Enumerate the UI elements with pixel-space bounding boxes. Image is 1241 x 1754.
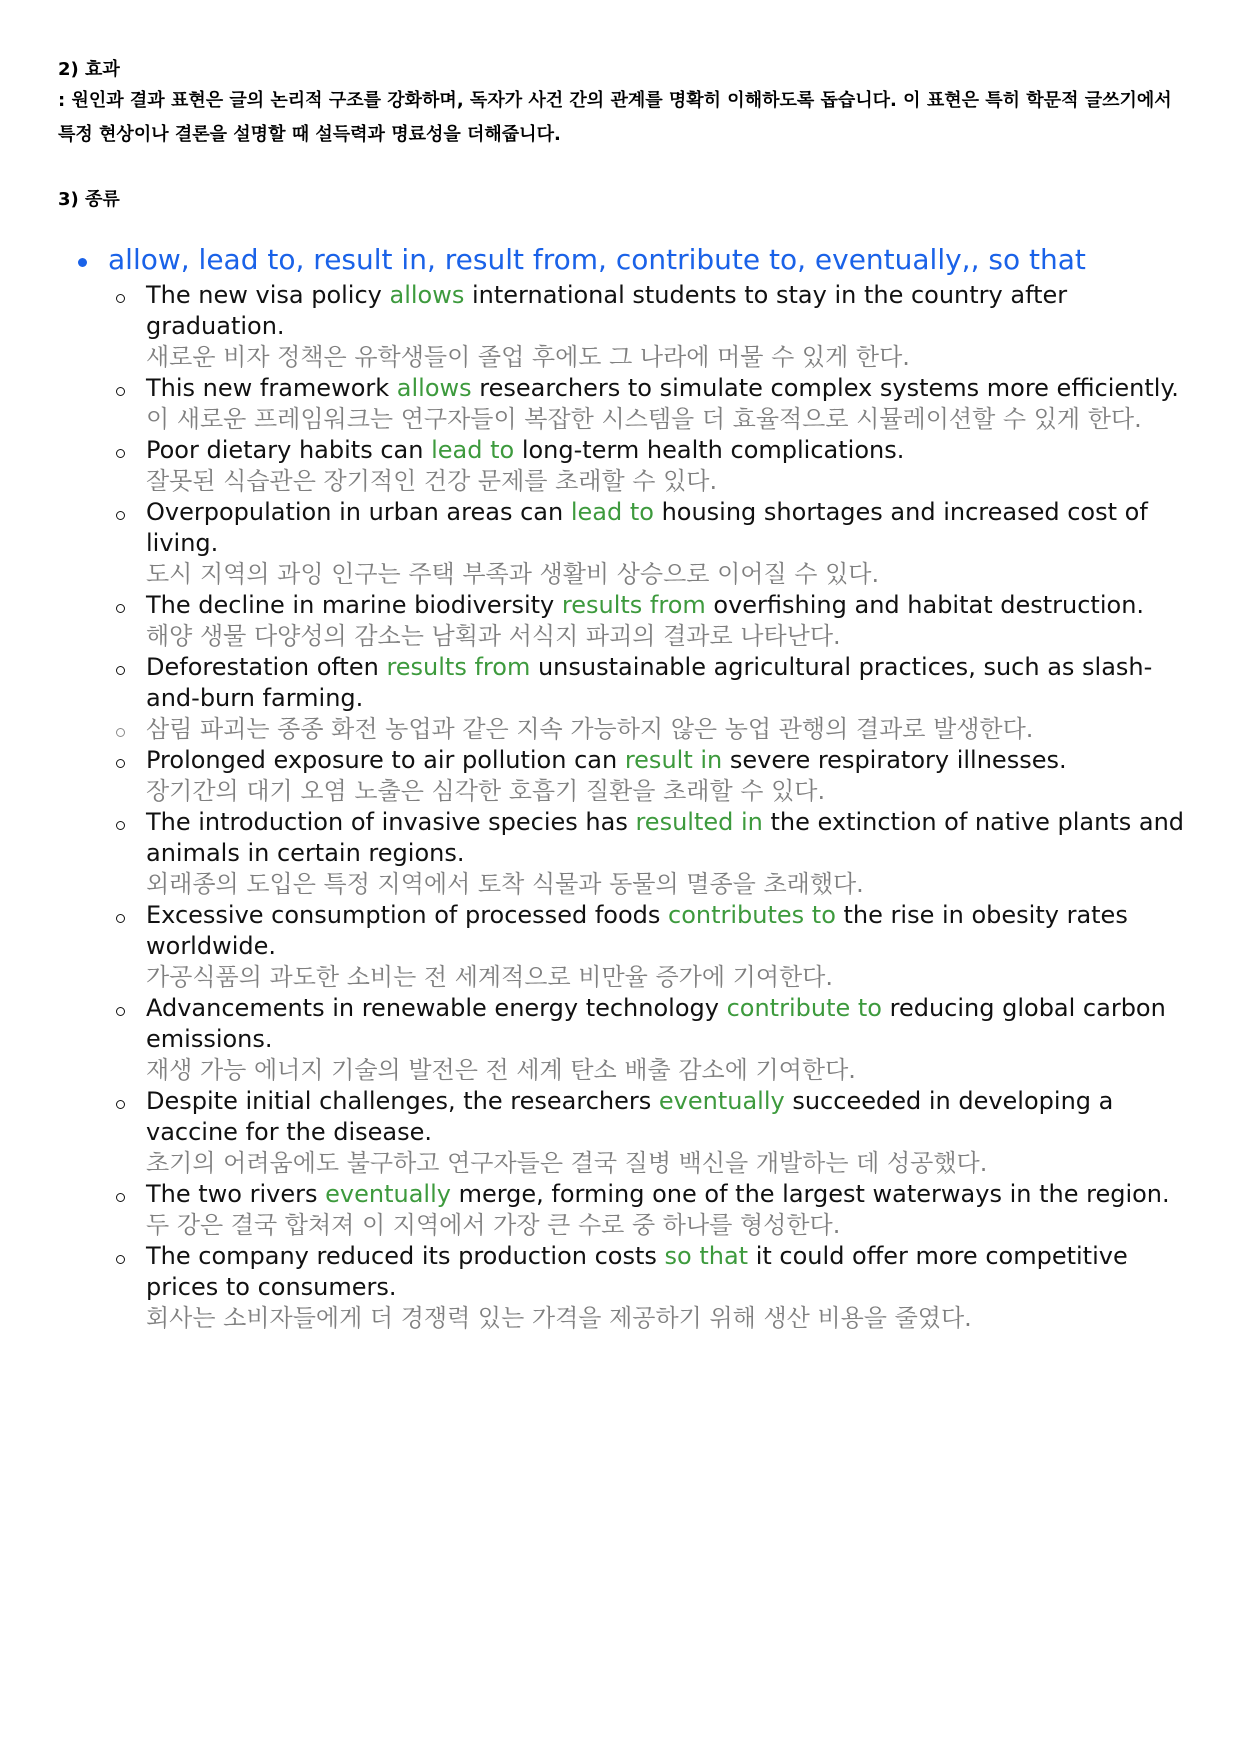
bullet-circle-icon — [116, 387, 125, 396]
example-item — [58, 280, 1188, 373]
bullet-circle-icon — [116, 1100, 125, 1109]
korean-translation: 새로운 비자 정책은 유학생들이 졸업 후에도 그 나라에 머물 수 있게 한다. — [146, 343, 910, 371]
bullet-circle-icon — [116, 1255, 125, 1264]
bullet-circle-icon — [116, 511, 125, 520]
example-item — [58, 993, 1188, 1086]
document-page — [58, 56, 1188, 1334]
highlighted-expression: so that — [664, 1242, 749, 1270]
highlighted-expression: eventually — [325, 1180, 451, 1208]
korean-translation: 재생 가능 에너지 기술의 발전은 전 세계 탄소 배출 감소에 기여한다. — [146, 1056, 856, 1084]
highlighted-expression: lead to — [570, 498, 654, 526]
bullet-circle-icon — [116, 449, 125, 458]
korean-translation: 외래종의 도입은 특정 지역에서 토착 식물과 동물의 멸종을 초래했다. — [146, 870, 864, 898]
example-sentence: The company reduced its production costs so that it could offer more competitive prices to consumers. — [146, 1242, 1128, 1301]
korean-translation: 초기의 어려움에도 불구하고 연구자들은 결국 질병 백신을 개발하는 데 성공했다. — [146, 1149, 988, 1177]
bullet-dot-icon — [78, 258, 87, 267]
example-item — [58, 1241, 1188, 1334]
bullet-circle-icon — [116, 759, 125, 768]
korean-translation: 장기간의 대기 오염 노출은 심각한 호흡기 질환을 초래할 수 있다. — [146, 777, 826, 805]
highlighted-expression: allows — [389, 281, 465, 309]
example-item — [58, 590, 1188, 652]
bullet-circle-icon — [116, 666, 125, 675]
example-sentence: Prolonged exposure to air pollution can result in severe respiratory illnesses. — [146, 746, 1067, 774]
example-sentence: The two rivers eventually merge, forming one of the largest waterways in the region. — [146, 1180, 1170, 1208]
korean-translation: 삼림 파괴는 종종 화전 농업과 같은 지속 가능하지 않은 농업 관행의 결과로 발생한다. — [146, 715, 1034, 743]
example-item — [58, 745, 1188, 807]
example-sentence: This new framework allows researchers to simulate complex systems more efficiently. — [146, 374, 1179, 402]
example-item — [58, 435, 1188, 497]
korean-translation: 가공식품의 과도한 소비는 전 세계적으로 비만율 증가에 기여한다. — [146, 963, 833, 991]
section-2-body: : 원인과 결과 표현은 글의 논리적 구조를 강화하며, 독자가 사건 간의 관계를 명확히 이해하도록 돕습니다. 이 표현은 특히 학문적 글쓰기에서 특정 현상이나 결론을 설명할 때 설득력과 명료성을 더해줍니다. — [58, 90, 1172, 145]
example-item — [58, 900, 1188, 993]
example-sentence: The new visa policy allows international students to stay in the country after graduation. — [146, 281, 1068, 340]
highlighted-expression: eventually — [658, 1087, 785, 1115]
bullet-circle-icon — [116, 728, 125, 737]
bullet-circle-icon — [116, 294, 125, 303]
highlighted-expression: lead to — [431, 436, 515, 464]
example-item — [58, 497, 1188, 590]
example-item — [58, 1086, 1188, 1179]
example-sentence: The introduction of invasive species has resulted in the extinction of native plants and animals in certain regions. — [146, 808, 1185, 867]
korean-translation: 두 강은 결국 합쳐져 이 지역에서 가장 큰 수로 중 하나를 형성한다. — [146, 1211, 841, 1239]
korean-translation: 잘못된 식습관은 장기적인 건강 문제를 초래할 수 있다. — [146, 467, 718, 495]
korean-translation: 해양 생물 다양성의 감소는 남획과 서식지 파괴의 결과로 나타난다. — [146, 622, 841, 650]
highlighted-expression: contribute to — [726, 994, 882, 1022]
highlighted-expression: contributes to — [668, 901, 836, 929]
example-sentence: Excessive consumption of processed foods contributes to the rise in obesity rates worldwide. — [146, 901, 1128, 960]
example-item — [58, 807, 1188, 900]
example-sentence: The decline in marine biodiversity results from overfishing and habitat destruction. — [146, 591, 1145, 619]
section-2-heading: 2) 효과 — [58, 59, 120, 80]
highlighted-expression: result in — [624, 746, 723, 774]
highlighted-expression: results from — [386, 653, 531, 681]
bullet-circle-icon — [116, 914, 125, 923]
example-sentence: Despite initial challenges, the researchers eventually succeeded in developing a vaccine for the disease. — [146, 1087, 1114, 1146]
korean-translation: 도시 지역의 과잉 인구는 주택 부족과 생활비 상승으로 이어질 수 있다. — [146, 560, 880, 588]
main-list-item — [58, 240, 1188, 280]
example-item — [58, 714, 1188, 745]
section-3-heading: 3) 종류 — [58, 189, 120, 210]
bullet-circle-icon — [116, 821, 125, 830]
bullet-circle-icon — [116, 604, 125, 613]
korean-translation: 이 새로운 프레임워크는 연구자들이 복잡한 시스템을 더 효율적으로 시뮬레이션할 수 있게 한다. — [146, 405, 1142, 433]
bullet-circle-icon — [116, 1193, 125, 1202]
korean-translation: 회사는 소비자들에게 더 경쟁력 있는 가격을 제공하기 위해 생산 비용을 줄였다. — [146, 1304, 972, 1332]
example-sentence: Advancements in renewable energy technology contribute to reducing global carbon emissions. — [146, 994, 1166, 1053]
example-list — [58, 280, 1188, 1334]
example-sentence: Overpopulation in urban areas can lead to housing shortages and increased cost of living. — [146, 498, 1148, 557]
example-item — [58, 652, 1188, 714]
example-item — [58, 373, 1188, 435]
example-sentence: Poor dietary habits can lead to long-term health complications. — [146, 436, 905, 464]
example-item — [58, 1179, 1188, 1241]
highlighted-expression: resulted in — [635, 808, 763, 836]
bullet-circle-icon — [116, 1007, 125, 1016]
highlighted-expression: allows — [396, 374, 472, 402]
example-sentence: Deforestation often results from unsustainable agricultural practices, such as slash-and-burn farming. — [146, 653, 1153, 712]
main-list-item-text: allow, lead to, result in, result from, contribute to, eventually,, so that — [108, 243, 1086, 276]
highlighted-expression: results from — [561, 591, 706, 619]
